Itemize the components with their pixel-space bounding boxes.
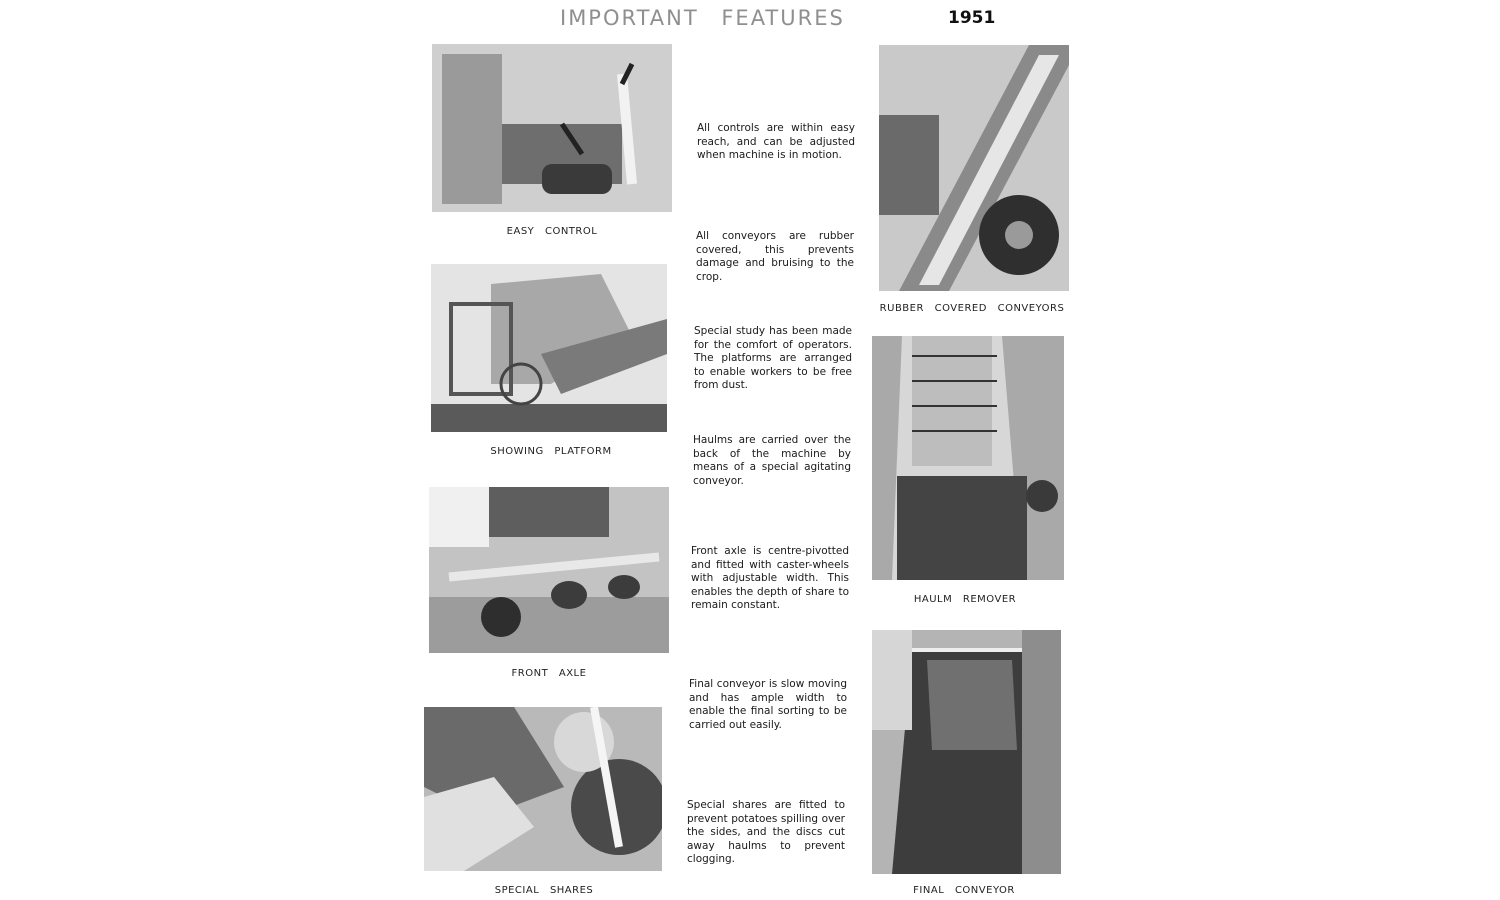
caption-showing-platform: SHOWING PLATFORM	[490, 446, 612, 457]
description-front-axle: Front axle is centre-pivotted and fitted with caster-wheels with adjustable width. This enables the depth of share to remain constant.	[691, 545, 849, 611]
caption-haulm-remover: HAULM REMOVER	[913, 594, 1017, 605]
description-haulm-remover: Haulms are carried over the back of the machine by means of a special agitating conveyor.	[693, 434, 851, 487]
photo-rubber-covered-conveyors	[879, 45, 1069, 291]
description-final-conveyor: Final conveyor is slow moving and has ample width to enable the final sorting to be carried out easily.	[689, 678, 847, 731]
description-showing-platform: Special study has been made for the comfort of operators. The platforms are arranged to enable workers to be free from dust.	[694, 325, 852, 391]
caption-special-shares: SPECIAL SHARES	[494, 885, 594, 896]
photo-front-axle	[429, 487, 669, 653]
caption-final-conveyor: FINAL CONVEYOR	[913, 885, 1015, 896]
caption-easy-control: EASY CONTROL	[506, 226, 598, 237]
page-title: IMPORTANT FEATURES	[560, 6, 845, 30]
photo-easy-control	[432, 44, 672, 212]
photo-showing-platform	[431, 264, 667, 432]
description-rubber-covered-conveyors: All conveyors are rubber covered, this prevents damage and bruising to the crop.	[696, 230, 854, 283]
description-easy-control: All controls are within easy reach, and can be adjusted when machine is in motion.	[697, 122, 855, 161]
photo-final-conveyor	[872, 630, 1061, 874]
caption-front-axle: FRONT AXLE	[511, 668, 587, 679]
year-label: 1951	[948, 8, 996, 28]
photo-haulm-remover	[872, 336, 1064, 580]
photo-special-shares	[424, 707, 662, 871]
description-special-shares: Special shares are fitted to prevent potatoes spilling over the sides, and the discs cut away haulms to prevent clogging.	[687, 799, 845, 865]
caption-rubber-covered-conveyors: RUBBER COVERED CONVEYORS	[879, 303, 1065, 314]
